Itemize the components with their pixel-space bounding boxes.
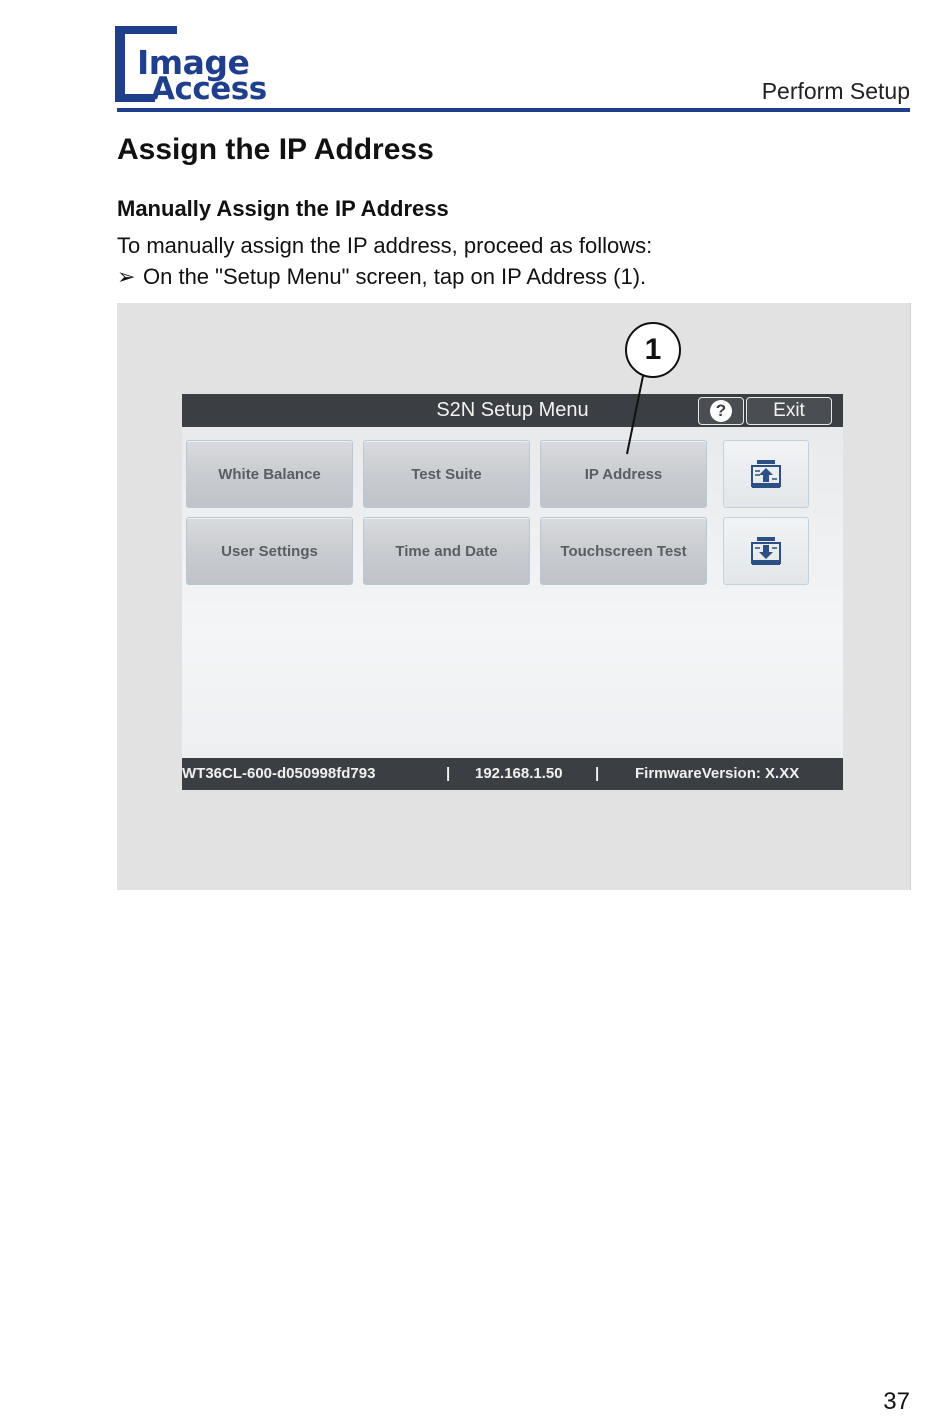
ip-address-button[interactable]: IP Address (540, 440, 707, 508)
arrow-bullet-icon: ➢ (117, 264, 136, 289)
callout-marker: 1 (625, 322, 681, 378)
instruction-step (117, 264, 646, 290)
section-header: Perform Setup (761, 78, 910, 104)
firmware-version: FirmwareVersion: X.XX (635, 765, 800, 782)
screen-title: S2N Setup Menu (436, 399, 589, 421)
logo-bracket-icon (115, 26, 125, 102)
logo-text-access: Access (151, 71, 267, 107)
test-suite-button[interactable]: Test Suite (363, 440, 530, 508)
page-title: Assign the IP Address (117, 133, 434, 166)
callout-leader-line (117, 303, 910, 890)
page-number: 37 (883, 1388, 910, 1415)
white-balance-button[interactable]: White Balance (186, 440, 353, 508)
section-subtitle: Manually Assign the IP Address (117, 196, 449, 221)
header-divider (117, 108, 910, 112)
logo-bracket-top (115, 26, 177, 34)
step-text: On the "Setup Menu" screen, tap on IP Address (1). (143, 264, 647, 289)
setup-menu-figure (117, 303, 911, 890)
image-access-logo (115, 26, 265, 108)
logo-text-image: Image (137, 43, 250, 82)
intro-text: To manually assign the IP address, proceed as follows: (117, 233, 653, 258)
exit-button[interactable]: Exit (746, 397, 832, 425)
time-and-date-button[interactable]: Time and Date (363, 517, 530, 585)
ip-address-value: 192.168.1.50 (475, 765, 563, 782)
status-separator: | (446, 765, 451, 782)
touchscreen-test-button[interactable]: Touchscreen Test (540, 517, 707, 585)
logo-bracket-bottom (115, 94, 155, 102)
device-id: WT36CL-600-d050998fd793 (182, 765, 376, 782)
help-icon: ? (710, 400, 732, 422)
user-settings-button[interactable]: User Settings (186, 517, 353, 585)
status-separator: | (595, 765, 600, 782)
